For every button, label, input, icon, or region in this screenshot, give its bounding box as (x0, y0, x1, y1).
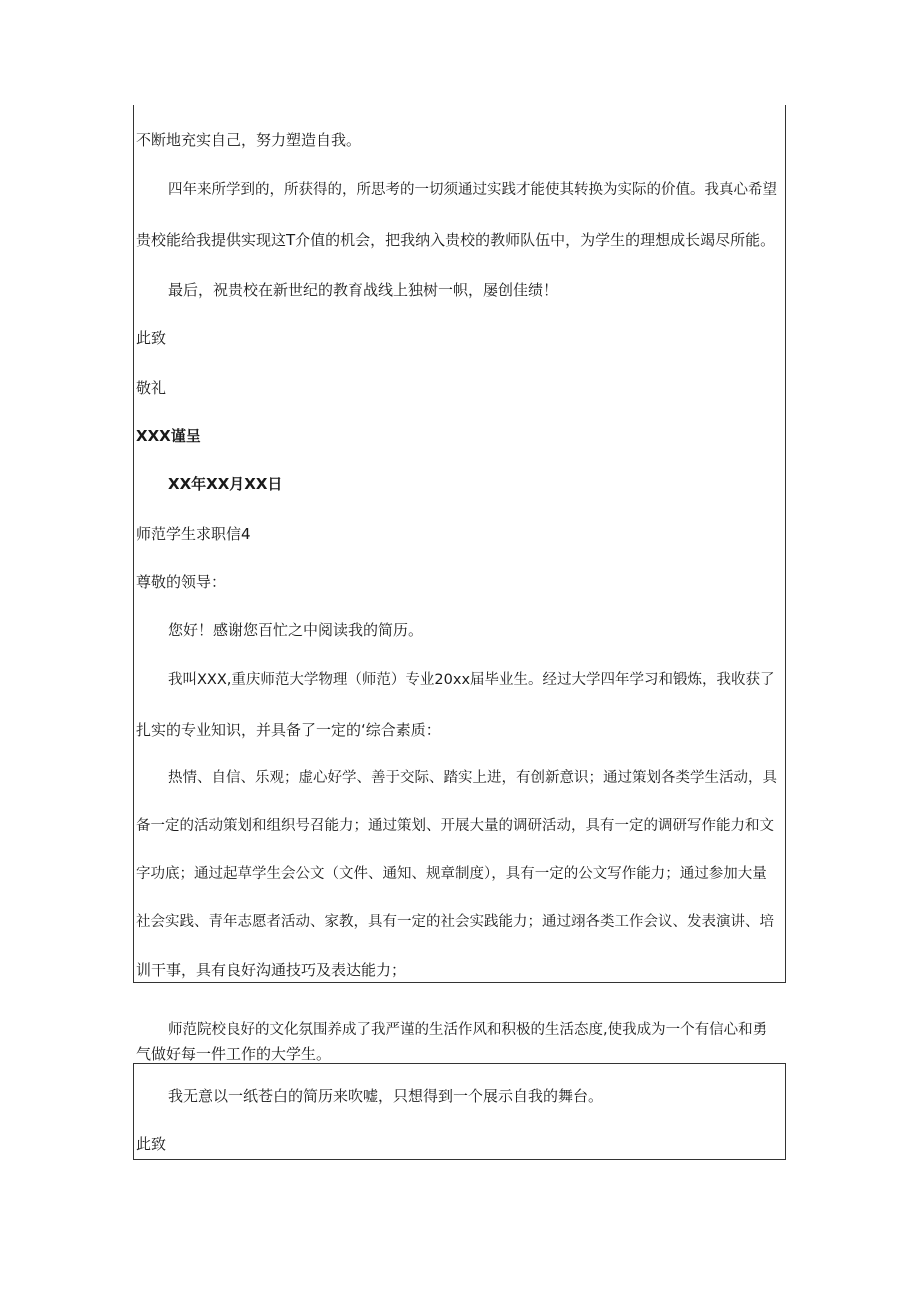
text-line: 不断地充实自己，努力塑造自我。 (136, 131, 362, 149)
text-line: 师范院校良好的文化氛围养成了我严谨的生活作风和积极的生活态度,使我成为一个有信心和勇 (168, 1022, 768, 1038)
text-line: 社会实践、青年志愿者活动、家教，具有一定的社会实践能力；通过翊各类工作会议、发表演讲、培 (136, 914, 774, 930)
text-line: 最后，祝贵校在新世纪的教育战线上独树一帜，屡创佳绩！ (168, 281, 559, 299)
text-line: 备一定的活动策划和组织号召能力；通过策划、开展大量的调研活动，具有一定的调研写作能力和文 (136, 818, 774, 834)
date-line: XX年XX月XX日 (168, 475, 283, 493)
letter-frame-bottom (133, 1063, 786, 1160)
text-line: 贵校能给我提供实现这T介值的机会，把我纳入贵校的教师队伍中，为学生的理想成长竭尽所能。 (136, 231, 776, 249)
text-line: 您好！感谢您百忙之中阅读我的简历。 (168, 621, 424, 639)
greeting: 尊敬的领导： (136, 573, 227, 591)
section-title: 师范学生求职信4 (136, 525, 251, 543)
text-line (168, 180, 782, 200)
salutation-closing: 此致 (136, 1135, 167, 1153)
text-line: 热情、自信、乐观；虚心好学、善于交际、踏实上进，有创新意识；通过策划各类学生活动，具 (168, 770, 777, 786)
text-line: 气做好每一件工作的大学生。 (136, 1045, 332, 1063)
text-line: 字功底；通过起草学生会公文（文件、通知、规章制度），具有一定的公文写作能力；通过参加大量 (136, 866, 767, 882)
salutation-respect: 敬礼 (136, 379, 167, 397)
text-line: 我无意以一纸苍白的简历来吹嘘，只想得到一个展示自我的舞台。 (168, 1087, 604, 1105)
text-line-content: 四年来所学到的，所获得的，所思考的一切须通过实践才能使其转换为实际的价值。我真心希望 (168, 182, 777, 198)
signature: XXX谨呈 (136, 427, 201, 445)
salutation-closing: 此致 (136, 329, 167, 347)
text-line: 我叫XXX,重庆师范大学物理（师范）专业20xx届毕业生。经过大学四年学习和锻炼，我收获了 (168, 672, 775, 688)
text-line: 训干事，具有良好沟通技巧及表达能力； (136, 961, 407, 979)
text-line: 扎实的专业知识，并具备了一定的‘综合素质： (136, 721, 441, 739)
